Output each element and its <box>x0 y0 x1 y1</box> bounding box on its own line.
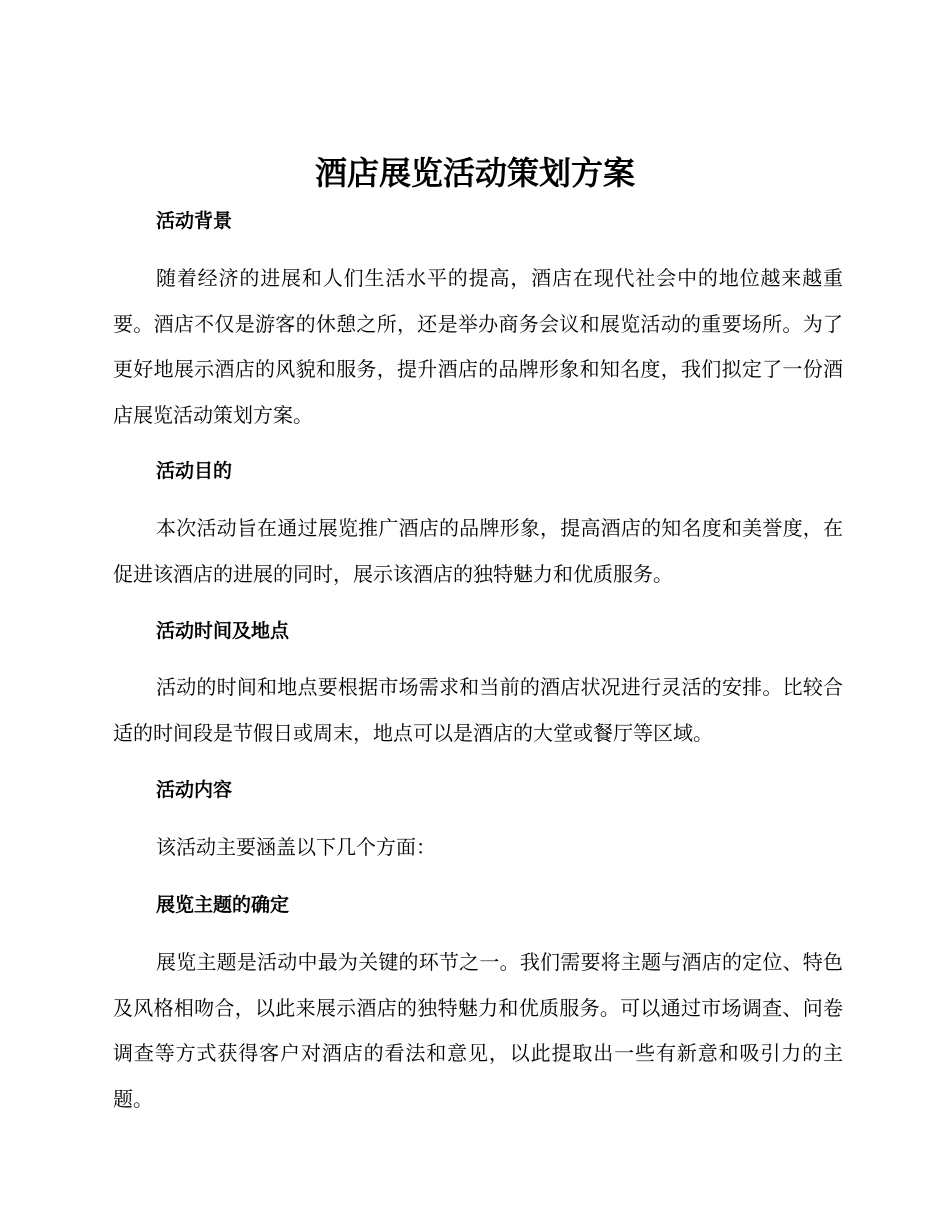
section-heading-exhibition-theme: 展览主题的确定 <box>156 894 290 916</box>
section-heading-time-location: 活动时间及地点 <box>156 620 290 642</box>
document-title: 酒店展览活动策划方案 <box>314 154 635 192</box>
section-heading-content: 活动内容 <box>156 779 233 801</box>
section-paragraph-time-location: 活动的时间和地点要根据市场需求和当前的酒店状况进行灵活的安排。比较合适的时间段是节假日或周末，地点可以是酒店的大堂或餐厅等区域。 <box>113 675 843 745</box>
section-paragraph-background: 随着经济的进展和人们生活水平的提高，酒店在现代社会中的地位越来越重要。酒店不仅是游客的休憩之所，还是举办商务会议和展览活动的重要场所。为了更好地展示酒店的风貌和服务，提升酒店的品牌形象和知名度，我们拟定了一份酒店展览活动策划方案。 <box>113 266 843 427</box>
section-paragraph-content: 该活动主要涵盖以下几个方面： <box>156 835 436 859</box>
section-heading-purpose: 活动目的 <box>156 460 233 482</box>
section-paragraph-exhibition-theme: 展览主题是活动中最为关键的环节之一。我们需要将主题与酒店的定位、特色及风格相吻合，以此来展示酒店的独特魅力和优质服务。可以通过市场调查、问卷调查等方式获得客户对酒店的看法和意见，以此提取出一些有新意和吸引力的主题。 <box>113 950 843 1111</box>
section-heading-background: 活动背景 <box>156 210 233 232</box>
section-paragraph-purpose: 本次活动旨在通过展览推广酒店的品牌形象，提高酒店的知名度和美誉度，在促进该酒店的进展的同时，展示该酒店的独特魅力和优质服务。 <box>113 516 843 586</box>
